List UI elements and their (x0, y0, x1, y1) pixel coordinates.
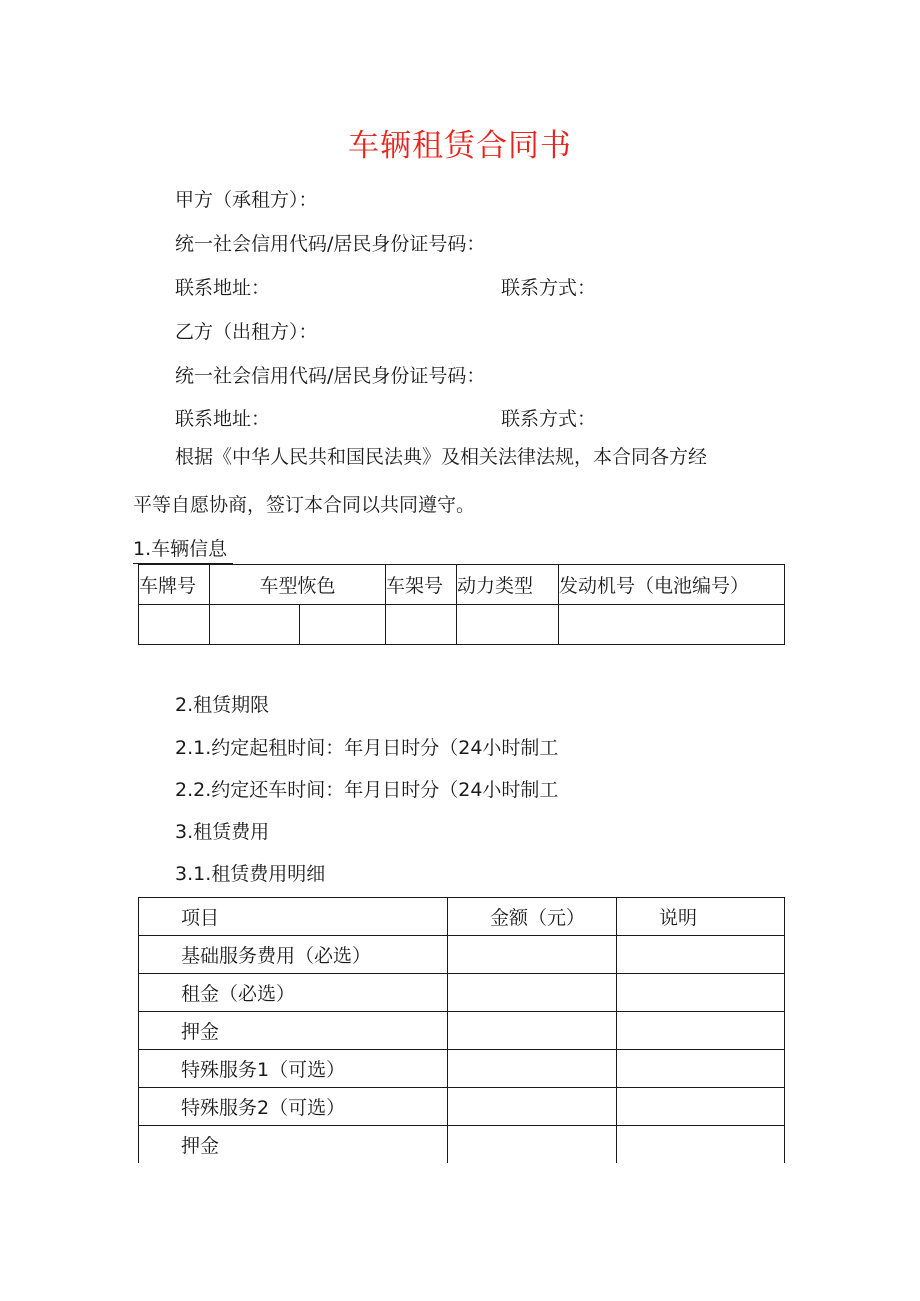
section-2-item-2: 2.2.约定还车时间：年月日时分（24小时制工 (175, 779, 559, 801)
vehicle-header-model-color: 车型恢色 (210, 565, 386, 605)
fee-amount-cell (448, 1088, 617, 1126)
fee-detail-table (138, 897, 785, 1163)
vehicle-cell (457, 605, 559, 645)
fee-note-cell (617, 974, 785, 1012)
section-3-heading: 3.租赁费用 (175, 821, 270, 843)
fee-note-cell (617, 936, 785, 974)
fee-item-label: 特殊服务1（可选） (139, 1050, 448, 1088)
fee-note-cell (617, 1126, 785, 1164)
party-b-address-label: 联系地址： (175, 408, 271, 430)
vehicle-table-header-row (139, 565, 785, 605)
fee-item-label: 租金（必选） (139, 974, 448, 1012)
party-a-label: 甲方（承租方）： (175, 189, 318, 211)
section-2-item-1: 2.1.约定起租时间：年月日时分（24小时制工 (175, 737, 559, 759)
fee-note-cell (617, 1088, 785, 1126)
fee-table-row (139, 1088, 785, 1126)
fee-header-note: 说明 (617, 898, 785, 936)
vehicle-header-plate: 车牌号 (139, 565, 210, 605)
fee-table-row (139, 974, 785, 1012)
fee-item-label: 押金 (139, 1126, 448, 1164)
fee-table-header-row (139, 898, 785, 936)
vehicle-header-vin: 车架号 (386, 565, 457, 605)
party-b-label: 乙方（出租方）： (175, 321, 318, 343)
vehicle-table-row (139, 605, 785, 645)
preamble-line-1: 根据《中华人民共和国民法典》及相关法律法规，本合同各方经 (175, 446, 708, 468)
fee-item-label: 押金 (139, 1012, 448, 1050)
party-a-contact-label: 联系方式： (501, 277, 597, 299)
party-a-address-label: 联系地址： (175, 277, 271, 299)
fee-table-row (139, 1050, 785, 1088)
vehicle-cell (386, 605, 457, 645)
vehicle-header-engine-no: 发动机号（电池编号） (559, 565, 785, 605)
fee-table-row (139, 936, 785, 974)
vehicle-cell (559, 605, 785, 645)
vehicle-cell (139, 605, 210, 645)
fee-note-cell (617, 1012, 785, 1050)
section-1-heading: 1.车辆信息 (133, 538, 228, 560)
fee-amount-cell (448, 974, 617, 1012)
party-a-id-label: 统一社会信用代码/居民身份证号码： (175, 233, 486, 255)
fee-header-amount: 金额（元） (448, 898, 617, 936)
fee-table-row (139, 1012, 785, 1050)
section-3-sub-heading: 3.1.租赁费用明细 (175, 863, 326, 885)
party-b-id-label: 统一社会信用代码/居民身份证号码： (175, 365, 486, 387)
document-title: 车辆租赁合同书 (348, 128, 572, 164)
party-b-contact-label: 联系方式： (501, 408, 597, 430)
vehicle-cell (300, 605, 386, 645)
fee-amount-cell (448, 1050, 617, 1088)
fee-amount-cell (448, 1126, 617, 1164)
fee-item-label: 基础服务费用（必选） (139, 936, 448, 974)
preamble-line-2: 平等自愿协商，签订本合同以共同遵守。 (133, 494, 476, 516)
vehicle-info-table (138, 564, 785, 645)
fee-amount-cell (448, 1012, 617, 1050)
section-2-heading: 2.租赁期限 (175, 694, 270, 716)
fee-note-cell (617, 1050, 785, 1088)
fee-header-item: 项目 (139, 898, 448, 936)
vehicle-cell (210, 605, 300, 645)
fee-amount-cell (448, 936, 617, 974)
vehicle-header-power-type: 动力类型 (457, 565, 559, 605)
fee-table-row (139, 1126, 785, 1164)
fee-item-label: 特殊服务2（可选） (139, 1088, 448, 1126)
